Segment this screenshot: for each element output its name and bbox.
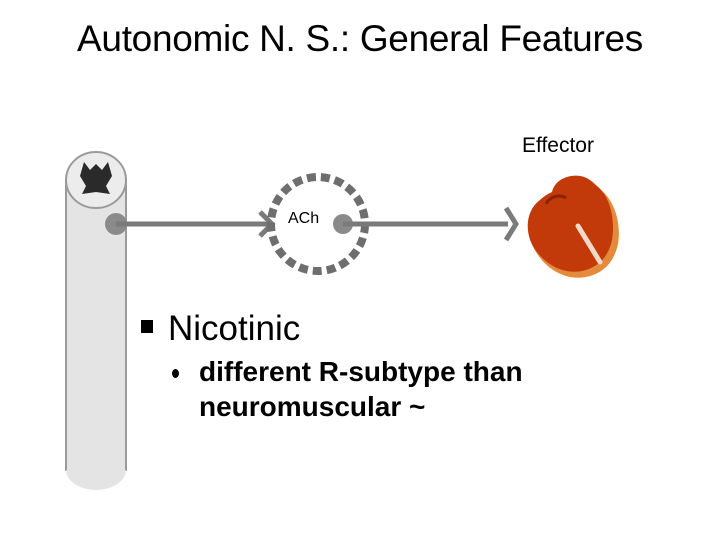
spinal-cord [66, 152, 126, 490]
sub-bullet-line-2: neuromuscular ~ [199, 391, 426, 422]
preganglionic-neuron [105, 212, 272, 236]
effector-label: Effector [522, 134, 594, 157]
square-bullet-icon [141, 320, 153, 333]
sub-bullet-text [199, 354, 523, 424]
round-bullet-icon [172, 369, 179, 378]
bullet-text: Nicotinic [168, 309, 301, 348]
gray-matter-icon [80, 162, 112, 194]
ach-label: ACh [288, 210, 320, 227]
heart-icon [528, 176, 619, 278]
sub-bullet-line-1: different R-subtype than [199, 356, 523, 387]
slide-title: Autonomic N. S.: General Features [77, 18, 643, 59]
